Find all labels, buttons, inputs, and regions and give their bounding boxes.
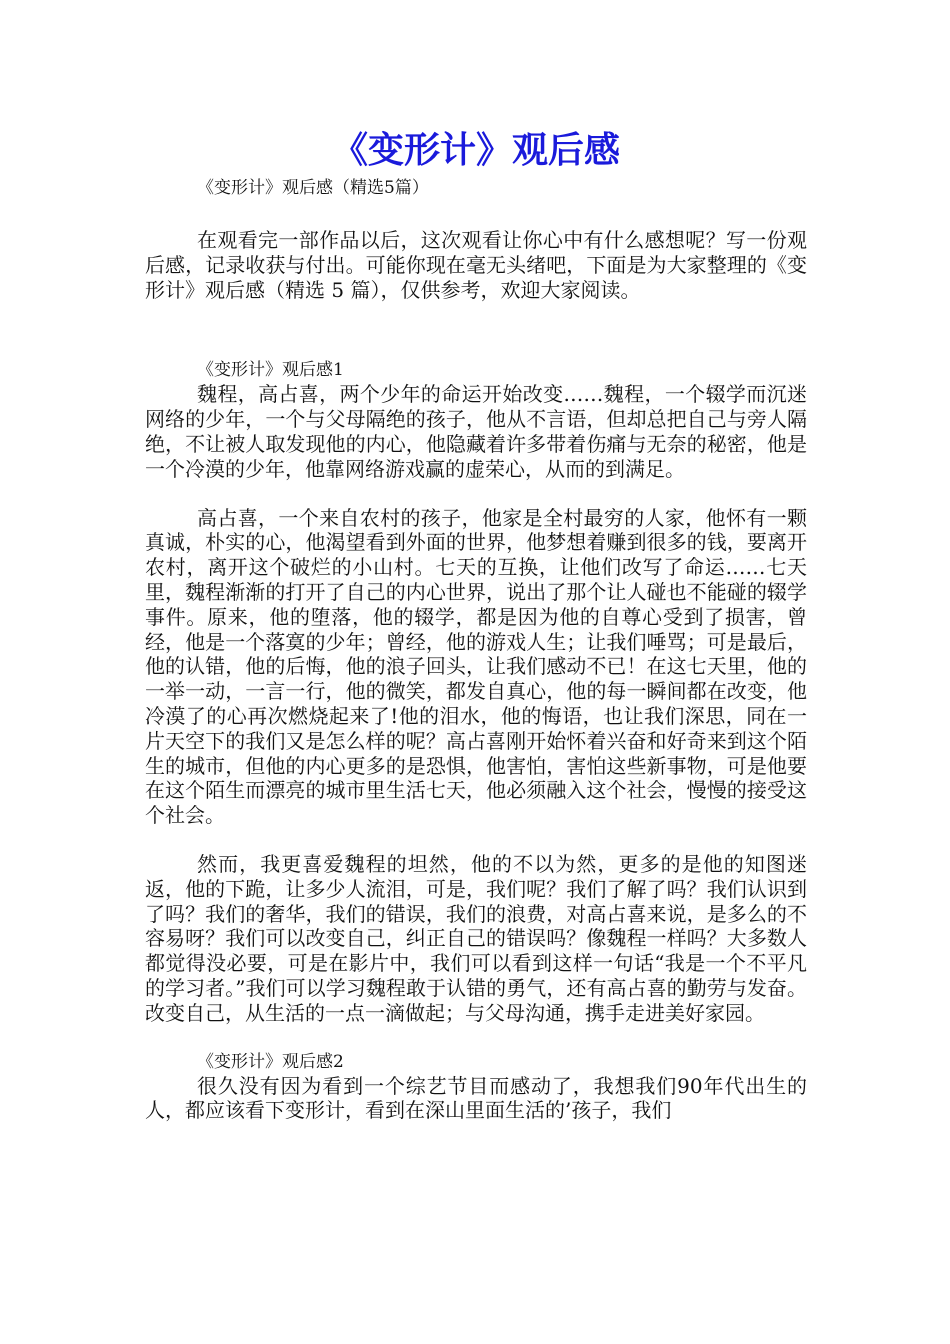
section-heading-1: 《变形计》观后感1 [197,360,344,381]
section-heading-2: 《变形计》观后感2 [197,1051,344,1072]
spacer [145,302,807,358]
spacer [145,1026,807,1050]
intro-paragraph: 在观看完一部作品以后，这次观看让你心中有什么感想呢？写一份观后感，记录收获与付出。可能你现在毫无头绪吧，下面是为大家整理的《变形计》观后感（精选 5 篇），仅供参考，欢迎大家阅读。 [145,228,807,302]
document-subtitle: 《变形计》观后感（精选5篇） [197,178,429,198]
spacer [145,482,807,506]
spacer [145,828,807,852]
document-title: 《变形计》观后感 [331,129,620,171]
section-1-paragraph-1: 魏程，高占喜，两个少年的命运开始改变……魏程，一个辍学而沉迷网络的少年，一个与父母隔绝的孩子，他从不言语，但却总把自己与旁人隔绝，不让被人取发现他的内心，他隐藏着许多带着伤痛与无奈的秘密，他是一个冷漠的少年，他靠网络游戏赢的虚荣心，从而的到满足。 [145,382,807,481]
section-1-paragraph-2: 高占喜，一个来自农村的孩子，他家是全村最穷的人家，他怀有一颗真诚，朴实的心，他渴望看到外面的世界，他梦想着赚到很多的钱，要离开农村，离开这个破烂的小山村。七天的互换，让他们改写了命运……七天里，魏程渐渐的打开了自己的内心世界，说出了那个让人碰也不能碰的辍学事件。原来，他的堕落，他的辍学，都是因为他的自尊心受到了损害，曾经，他是一个落寞的少年；曾经，他的游戏人生；让我们唾骂；可是最后，他的认错，他的后悔，他的浪子回头，让我们感动不已！在这七天里，他的一举一动，一言一行，他的微笑，都发自真心，他的每一瞬间都在改变，他冷漠了的心再次燃烧起来了!他的泪水，他的悔语，也让我们深思，同在一片天空下的我们又是怎么样的呢？高占喜刚开始怀着兴奋和好奇来到这个陌生的城市，但他的内心更多的是恐惧，他害怕，害怕这些新事物，可是他要在这个陌生而漂亮的城市里生活七天，他必须融入这个社会，慢慢的接受这个社会。 [145,505,807,828]
section-2-paragraph-1: 很久没有因为看到一个综艺节目而感动了，我想我们90年代出生的人，都应该看下变形计，看到在深山里面生活的’孩子，我们 [145,1073,807,1123]
section-1-paragraph-3: 然而，我更喜爱魏程的坦然，他的不以为然，更多的是他的知图迷返，他的下跪，让多少人流泪，可是，我们呢？我们了解了吗？我们认识到了吗？我们的奢华，我们的错误，我们的浪费，对高占喜来说，是多么的不容易呀？我们可以改变自己，纠正自己的错误吗？像魏程一样吗？大多数人都觉得没必要，可是在影片中，我们可以看到这样一句话“我是一个不平凡的学习者。”我们可以学习魏程敢于认错的勇气，还有高占喜的勤劳与发奋。改变自己，从生活的一点一滴做起；与父母沟通，携手走进美好家园。 [145,851,807,1025]
document-body [145,124,807,1123]
